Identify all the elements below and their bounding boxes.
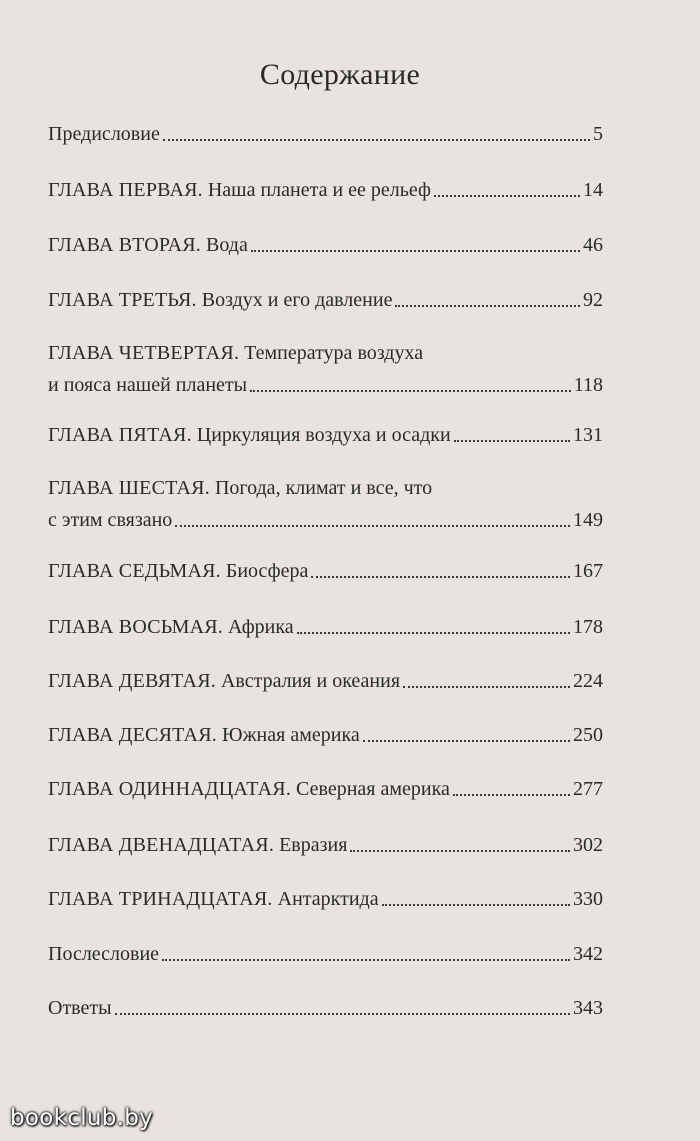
toc-entry [48,885,603,913]
dot-leader [162,959,570,961]
chapter-label: ГЛАВА ЧЕТВЕРТАЯ. [48,342,240,364]
chapter-label: ГЛАВА ДЕВЯТАЯ. [48,670,216,692]
toc-entry [48,994,603,1022]
entry-title: Погода, климат и все, что [214,477,433,499]
entry-title: Африка [228,616,294,638]
entry-title: Южная америка [221,724,360,746]
toc-entry [48,286,603,314]
dot-leader [382,904,570,906]
dot-leader [115,1013,570,1015]
toc-entry [48,613,603,641]
page-number: 14 [583,179,603,201]
entry-title: Воздух и его давление [201,289,393,311]
page-number: 330 [573,888,603,910]
entry-title: Австралия и океания [220,670,401,692]
entry-title: Евразия [279,834,348,856]
page-number: 302 [573,834,603,856]
page-number: 118 [573,374,603,396]
dot-leader [175,525,570,527]
chapter-label: ГЛАВА ТРЕТЬЯ. [48,289,197,311]
chapter-label: ГЛАВА ПЯТАЯ. [48,424,192,446]
dot-leader [311,576,570,578]
chapter-label: ГЛАВА ВОСЬМАЯ. [48,616,224,638]
page-number: 224 [573,670,603,692]
dot-leader [250,390,571,392]
page-number: 92 [583,289,603,311]
chapter-label: ГЛАВА ДЕСЯТАЯ. [48,724,217,746]
chapter-label: ГЛАВА ТРИНАДЦАТАЯ. [48,888,273,910]
entry-title: Циркуляция воздуха и осадки [196,424,451,446]
toc-entry [48,940,603,968]
toc-entry [48,775,603,803]
chapter-label: ГЛАВА ВТОРАЯ. [48,234,202,256]
toc-entry [48,120,603,148]
page-number: 167 [573,560,603,582]
toc-entry [48,831,603,859]
entry-title: Температура воздуха [244,342,424,364]
page-number: 5 [593,123,603,145]
dot-leader [403,686,570,688]
chapter-label: ГЛАВА ДВЕНАДЦАТАЯ. [48,834,275,856]
dot-leader [163,139,590,141]
dot-leader [454,440,570,442]
dot-leader [297,632,570,634]
chapter-label: ГЛАВА ПЕРВАЯ. [48,179,203,201]
entry-title: Вода [206,234,248,256]
entry-title: Наша планета и ее рельеф [207,179,431,201]
watermark: bookclub.by [10,1105,154,1131]
page-number: 250 [573,724,603,746]
toc-entry [48,421,603,449]
chapter-label: ГЛАВА ОДИННАДЦАТАЯ. [48,778,292,800]
dot-leader [363,740,570,742]
toc-entry [48,176,603,204]
page-number: 342 [573,943,603,965]
dot-leader [251,250,580,252]
page-number: 46 [583,234,603,256]
toc-entry [48,339,603,399]
page-number: 277 [573,778,603,800]
dot-leader [434,195,580,197]
dot-leader [350,850,570,852]
dot-leader [453,794,570,796]
entry-title: Антарктида [277,888,379,910]
toc-entry [48,474,603,534]
entry-title-continuation: с этим связано [48,509,173,531]
entry-title: Ответы [48,997,112,1019]
dot-leader [395,305,580,307]
toc-entry [48,721,603,749]
page-number: 343 [573,997,603,1019]
entry-title: Послесловие [48,943,160,965]
page-number: 178 [573,616,603,638]
toc-entry [48,667,603,695]
page-number: 149 [573,509,603,531]
chapter-label: ГЛАВА СЕДЬМАЯ. [48,560,221,582]
toc-entry [48,231,603,259]
toc-entry [48,557,603,585]
page-title: Содержание [259,58,421,91]
entry-title-continuation: и пояса нашей планеты [48,374,248,396]
entry-title: Предисловие [48,123,160,145]
page-number: 131 [573,424,603,446]
entry-title: Биосфера [225,560,309,582]
entry-title: Северная америка [296,778,450,800]
chapter-label: ГЛАВА ШЕСТАЯ. [48,477,210,499]
